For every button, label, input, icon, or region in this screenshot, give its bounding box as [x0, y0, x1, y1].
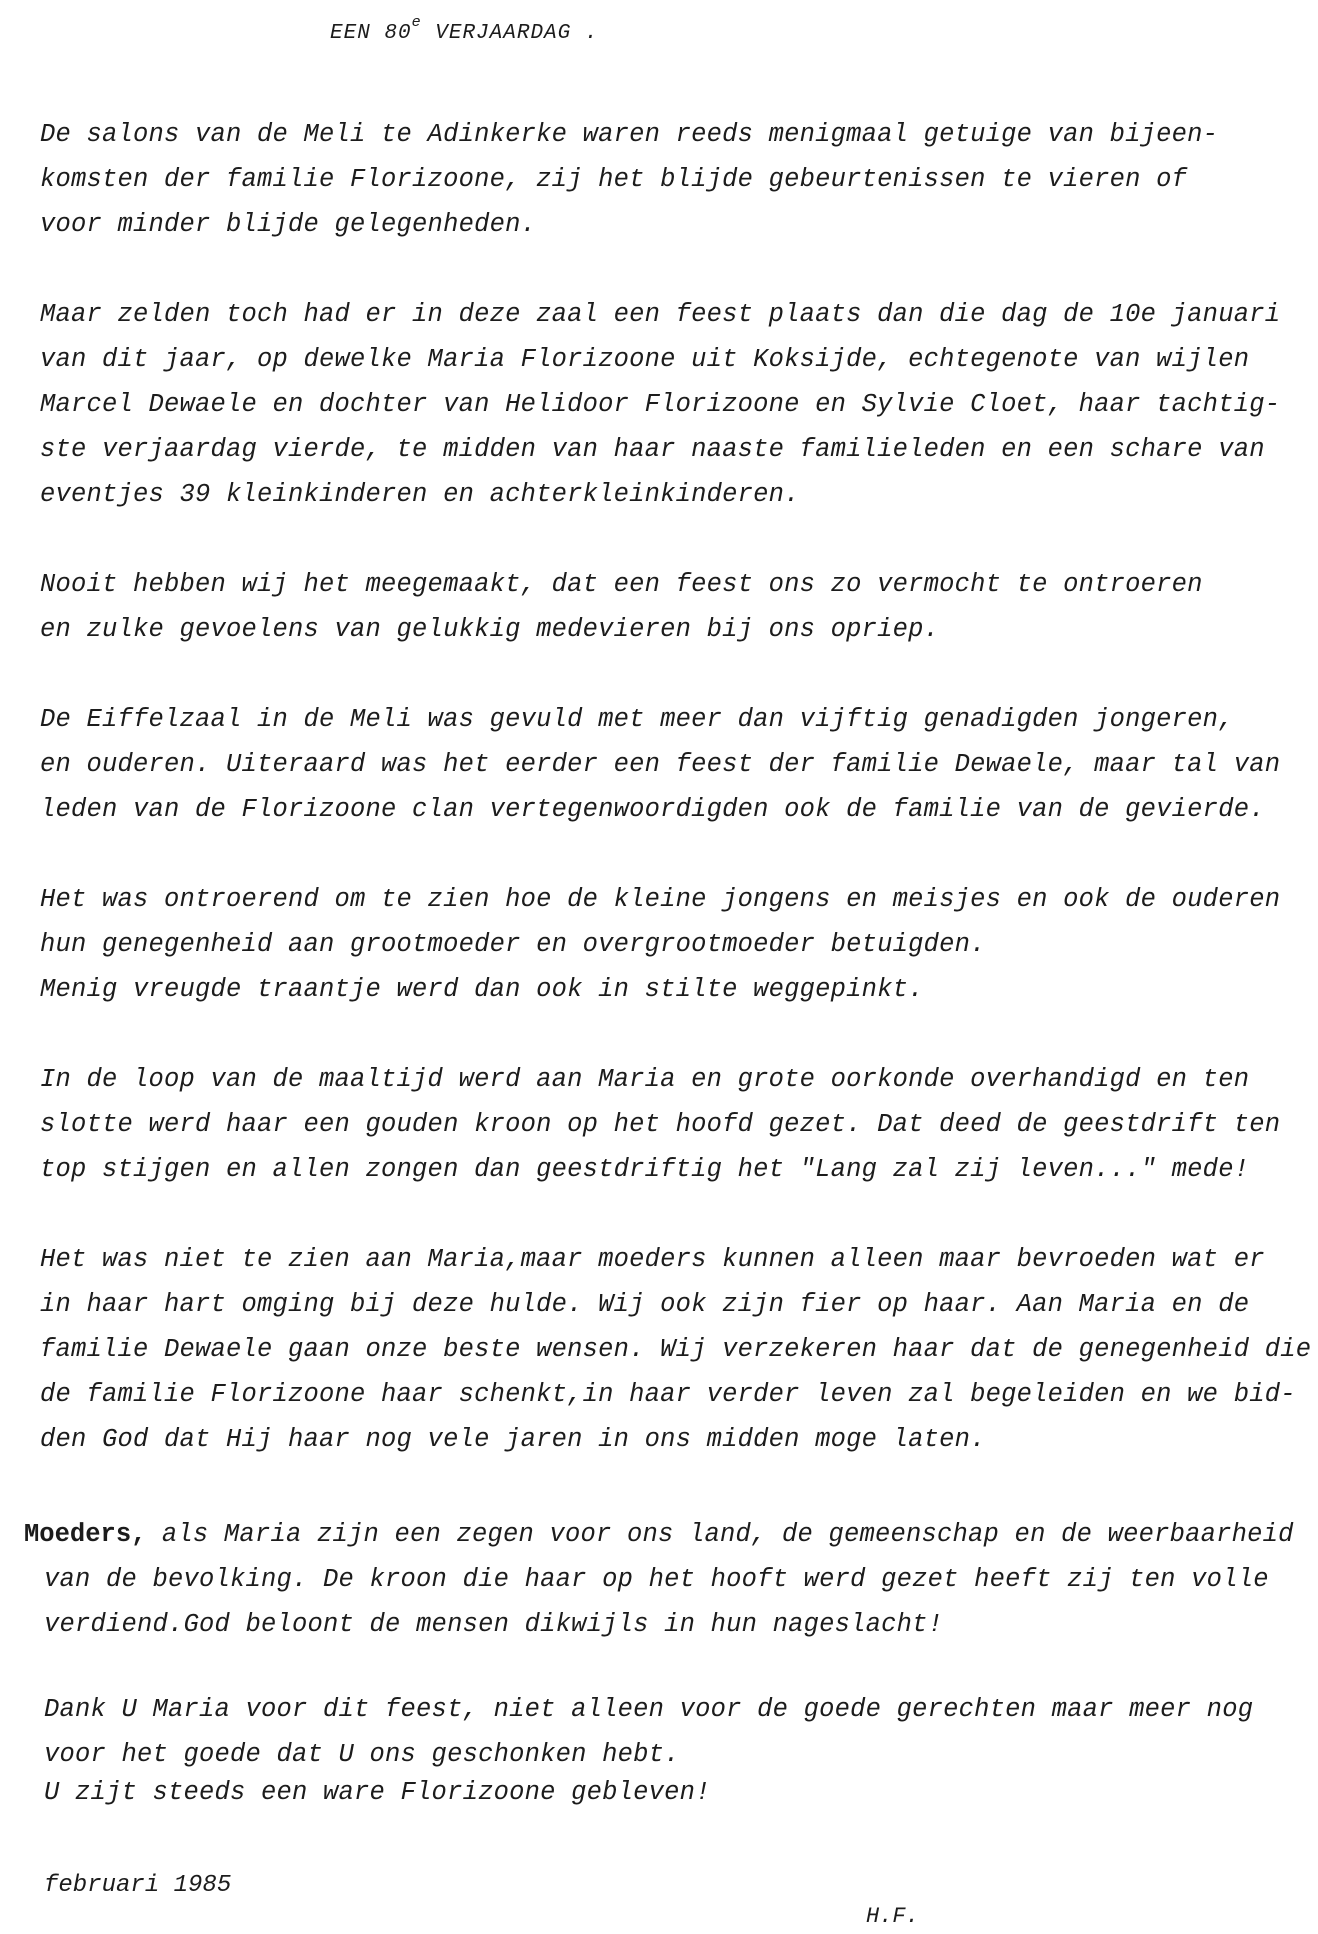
paragraph-7-line-4: de familie Florizoone haar schenkt,in haar verder leven zal begeleiden en we bid- [40, 1380, 1296, 1409]
paragraph-8-line-2: van de bevolking. De kroon die haar op het hooft werd gezet heeft zij ten volle [44, 1565, 1269, 1594]
paragraph-7-line-1: Het was niet te zien aan Maria,maar moeders kunnen alleen maar bevroeden wat er [40, 1245, 1265, 1274]
title-superscript: e [411, 14, 422, 31]
paragraph-1-line-3: voor minder blijde gelegenheden. [40, 210, 537, 239]
paragraph-5-line-2: hun genegenheid aan grootmoeder en overgrootmoeder betuigden. [40, 930, 986, 959]
paragraph-5-line-1: Het was ontroerend om te zien hoe de kleine jongens en meisjes en ook de ouderen [40, 885, 1281, 914]
paragraph-3-line-1: Nooit hebben wij het meegemaakt, dat een feest ons zo vermocht te ontroeren [40, 570, 1203, 599]
paragraph-9-line-1: Dank U Maria voor dit feest, niet alleen voor de goede gerechten maar meer nog [44, 1695, 1254, 1724]
paragraph-4-line-2: en ouderen. Uiteraard was het eerder een feest der familie Dewaele, maar tal van [40, 750, 1281, 779]
paragraph-8-line-1-text: als Maria zijn een zegen voor ons land, de gemeenschap en de weerbaarheid [146, 1520, 1294, 1549]
paragraph-3-line-2: en zulke gevoelens van gelukkig medevieren bij ons opriep. [40, 615, 940, 644]
closing-initials: H.F. [866, 1904, 919, 1929]
lead-word-moeders: Moeders, [24, 1520, 147, 1549]
paragraph-9-line-2: voor het goede dat U ons geschonken hebt. [44, 1740, 680, 1769]
paragraph-4-line-3: leden van de Florizoone clan vertegenwoordigden ook de familie van de gevierde. [40, 795, 1265, 824]
paragraph-2-line-5: eventjes 39 kleinkinderen en achterkleinkinderen. [40, 480, 800, 509]
paragraph-7-line-2: in haar hart omging bij deze hulde. Wij ook zijn fier op haar. Aan Maria en de [40, 1290, 1250, 1319]
document-title [330, 14, 599, 45]
paragraph-6-line-2: slotte werd haar een gouden kroon op het hoofd gezet. Dat deed de geestdrift ten [40, 1110, 1281, 1139]
paragraph-2-line-4: ste verjaardag vierde, te midden van haar naaste familieleden en een schare van [40, 435, 1265, 464]
paragraph-7-line-5: den God dat Hij haar nog vele jaren in ons midden moge laten. [40, 1425, 986, 1454]
paragraph-1-line-2: komsten der familie Florizoone, zij het blijde gebeurtenissen te vieren of [40, 165, 1188, 194]
paragraph-9-line-3: U zijt steeds een ware Florizoone gebleven! [44, 1778, 711, 1807]
paragraph-6-line-3: top stijgen en allen zongen dan geestdriftig het "Lang zal zij leven..." mede! [40, 1155, 1250, 1184]
paragraph-2-line-2: van dit jaar, op dewelke Maria Florizoone uit Koksijde, echtegenote van wijlen [40, 345, 1250, 374]
paragraph-2-line-1: Maar zelden toch had er in deze zaal een feest plaats dan die dag de 10e januari [40, 300, 1281, 329]
closing-date: februari 1985 [44, 1872, 232, 1899]
paragraph-8-line-1 [24, 1520, 1294, 1549]
paragraph-6-line-1: In de loop van de maaltijd werd aan Maria en grote oorkonde overhandigd en ten [40, 1065, 1250, 1094]
paragraph-5-line-3: Menig vreugde traantje werd dan ook in stilte weggepinkt. [40, 975, 924, 1004]
paragraph-7-line-3: familie Dewaele gaan onze beste wensen. Wij verzekeren haar dat de genegenheid die [40, 1335, 1312, 1364]
paragraph-8-line-3: verdiend.God beloont de mensen dikwijls in hun nageslacht! [44, 1610, 944, 1639]
paragraph-4-line-1: De Eiffelzaal in de Meli was gevuld met meer dan vijftig genadigden jongeren, [40, 705, 1234, 734]
paragraph-1-line-1: De salons van de Meli te Adinkerke waren reeds menigmaal getuige van bijeen- [40, 120, 1219, 149]
title-suffix: VERJAARDAG . [421, 22, 599, 45]
title-prefix: EEN 80 [330, 22, 412, 45]
paragraph-2-line-3: Marcel Dewaele en dochter van Helidoor Florizoone en Sylvie Cloet, haar tachtig- [40, 390, 1281, 419]
